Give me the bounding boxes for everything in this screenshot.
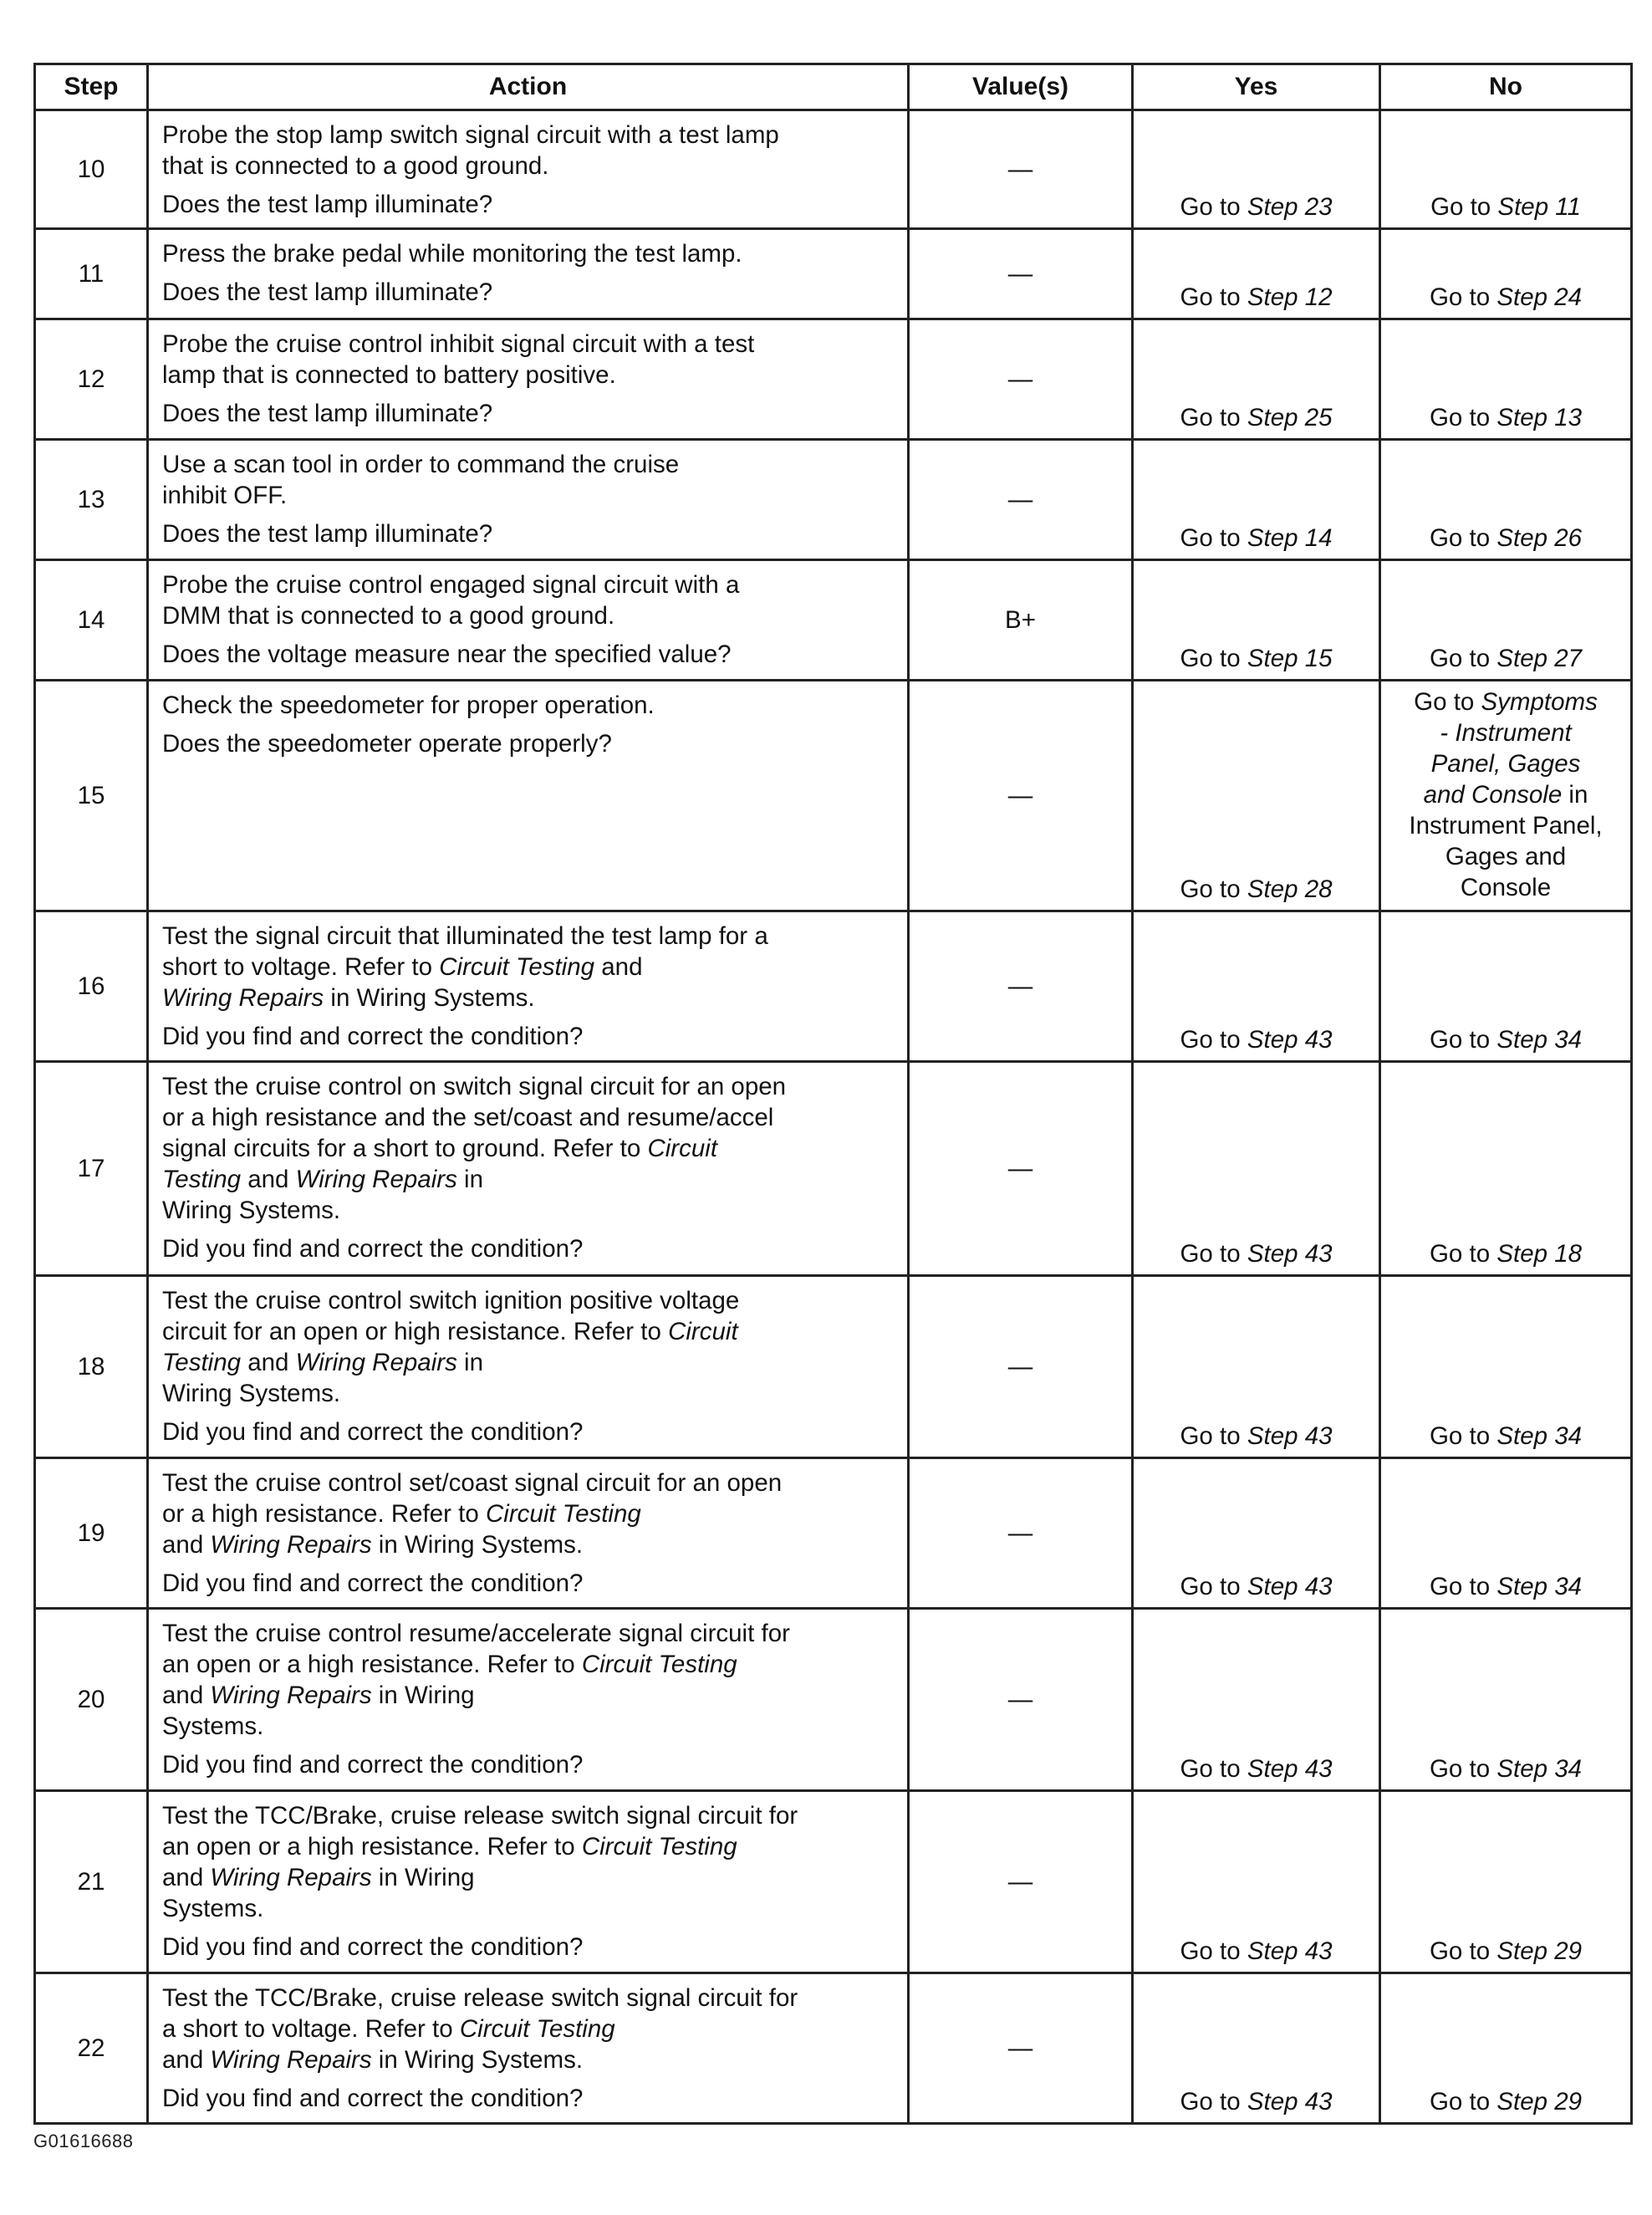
- table-row: [35, 1276, 1632, 1458]
- yes-result-link[interactable]: Go to Step 43: [1133, 1276, 1380, 1458]
- step-action: [148, 1973, 909, 2124]
- no-result-link[interactable]: Go to Step 13: [1380, 319, 1632, 440]
- table-row: [35, 1791, 1632, 1973]
- step-action: [148, 1276, 909, 1458]
- header-action: Action: [148, 64, 909, 110]
- step-number: 12: [35, 319, 148, 440]
- header-step: Step: [35, 64, 148, 110]
- action-line: Test the TCC/Brake, cruise release switch signal circuit for: [162, 1802, 798, 1830]
- step-number: 13: [35, 440, 148, 560]
- action-line: Wiring Repairs in Wiring Systems.: [162, 984, 535, 1012]
- no-result-link[interactable]: Go to Step 18: [1380, 1062, 1632, 1276]
- no-result-link[interactable]: Go to Step 34: [1380, 1458, 1632, 1609]
- action-line: Testing and Wiring Repairs in: [162, 1166, 484, 1193]
- action-question: Did you find and correct the condition?: [162, 1933, 584, 1961]
- step-action: [148, 911, 909, 1062]
- action-line: Use a scan tool in order to command the cruise: [162, 451, 680, 478]
- action-line: Test the cruise control on switch signal circuit for an open: [162, 1073, 787, 1100]
- action-line: and Wiring Repairs in Wiring: [162, 1864, 475, 1891]
- step-value: —: [909, 110, 1133, 229]
- step-value: —: [909, 229, 1133, 319]
- yes-result-link[interactable]: Go to Step 14: [1133, 440, 1380, 560]
- action-line: inhibit OFF.: [162, 482, 288, 509]
- no-result-line: and Console in: [1423, 781, 1588, 809]
- no-result-link[interactable]: Go to Step 34: [1380, 1276, 1632, 1458]
- header-values: Value(s): [909, 64, 1133, 110]
- action-line: an open or a high resistance. Refer to Circuit Testing: [162, 1651, 737, 1678]
- step-value: —: [909, 319, 1133, 440]
- yes-result-link[interactable]: Go to Step 23: [1133, 110, 1380, 229]
- step-action: [148, 229, 909, 319]
- no-result-line: Go to Symptoms: [1414, 688, 1598, 716]
- step-value: —: [909, 1609, 1133, 1791]
- action-line: or a high resistance. Refer to Circuit Testing: [162, 1500, 641, 1528]
- header-yes: Yes: [1133, 64, 1380, 110]
- table-row: [35, 1973, 1632, 2124]
- table-row: [35, 110, 1632, 229]
- no-result-link[interactable]: Go to Step 24: [1380, 229, 1632, 319]
- action-line: Probe the cruise control engaged signal circuit with a: [162, 571, 740, 599]
- action-line: Test the signal circuit that illuminated the test lamp for a: [162, 922, 768, 950]
- action-line: circuit for an open or high resistance. Refer to Circuit: [162, 1318, 738, 1345]
- action-question: Does the test lamp illuminate?: [162, 191, 493, 218]
- action-question: Does the test lamp illuminate?: [162, 400, 493, 427]
- table-row: [35, 560, 1632, 681]
- no-result-line: Instrument Panel,: [1409, 812, 1603, 840]
- table-row: [35, 681, 1632, 911]
- table-row: [35, 319, 1632, 440]
- action-line: Wiring Systems.: [162, 1197, 341, 1224]
- action-line: and Wiring Repairs in Wiring Systems.: [162, 2046, 584, 2074]
- action-line: and Wiring Repairs in Wiring Systems.: [162, 1531, 584, 1559]
- action-question: Did you find and correct the condition?: [162, 1569, 584, 1597]
- yes-result-link[interactable]: Go to Step 28: [1133, 681, 1380, 911]
- step-action: [148, 110, 909, 229]
- action-line: Check the speedometer for proper operation.: [162, 692, 655, 719]
- yes-result-link[interactable]: Go to Step 12: [1133, 229, 1380, 319]
- step-action: [148, 681, 909, 911]
- action-line: Wiring Systems.: [162, 1380, 341, 1407]
- diagnostic-steps-table: [33, 63, 1633, 2125]
- steps-body: [35, 110, 1632, 2124]
- step-number: 18: [35, 1276, 148, 1458]
- figure-code: G01616688: [33, 2131, 134, 2151]
- yes-result-link[interactable]: Go to Step 43: [1133, 1458, 1380, 1609]
- action-line: an open or a high resistance. Refer to Circuit Testing: [162, 1833, 737, 1860]
- step-action: [148, 440, 909, 560]
- yes-result-link[interactable]: Go to Step 43: [1133, 1609, 1380, 1791]
- no-result-link[interactable]: Go to Step 34: [1380, 1609, 1632, 1791]
- action-line: or a high resistance and the set/coast and resume/accel: [162, 1104, 774, 1131]
- step-value: —: [909, 911, 1133, 1062]
- step-number: 10: [35, 110, 148, 229]
- step-value: —: [909, 681, 1133, 911]
- step-number: 20: [35, 1609, 148, 1791]
- action-line: Press the brake pedal while monitoring the test lamp.: [162, 240, 742, 268]
- action-question: Did you find and correct the condition?: [162, 1235, 584, 1263]
- action-line: Probe the cruise control inhibit signal circuit with a test: [162, 330, 755, 358]
- step-value: —: [909, 1973, 1133, 2124]
- step-value: —: [909, 1062, 1133, 1276]
- action-question: Did you find and correct the condition?: [162, 1751, 584, 1779]
- yes-result-link[interactable]: Go to Step 43: [1133, 1791, 1380, 1973]
- no-result-link[interactable]: Go to Step 11: [1380, 110, 1632, 229]
- action-question: Did you find and correct the condition?: [162, 1023, 584, 1050]
- action-line: DMM that is connected to a good ground.: [162, 602, 615, 630]
- action-question: Does the test lamp illuminate?: [162, 520, 493, 548]
- action-line: Systems.: [162, 1895, 264, 1922]
- action-question: Did you find and correct the condition?: [162, 2085, 584, 2112]
- no-result-line: Panel, Gages: [1430, 750, 1581, 778]
- action-line: Systems.: [162, 1712, 264, 1740]
- step-number: 11: [35, 229, 148, 319]
- table-row: [35, 1609, 1632, 1791]
- step-action: [148, 319, 909, 440]
- step-action: [148, 1458, 909, 1609]
- step-value: —: [909, 440, 1133, 560]
- yes-result-link[interactable]: Go to Step 25: [1133, 319, 1380, 440]
- header-row: [35, 64, 1632, 110]
- table-row: [35, 440, 1632, 560]
- no-result-link[interactable]: Go to Step 26: [1380, 440, 1632, 560]
- step-number: 14: [35, 560, 148, 681]
- action-question: Did you find and correct the condition?: [162, 1418, 584, 1446]
- step-action: [148, 1609, 909, 1791]
- action-line: Test the cruise control resume/accelerate signal circuit for: [162, 1620, 790, 1647]
- action-line: Probe the stop lamp switch signal circuit with a test lamp: [162, 121, 779, 149]
- action-line: Test the cruise control switch ignition positive voltage: [162, 1287, 740, 1314]
- header-no: No: [1380, 64, 1632, 110]
- action-line: Test the cruise control set/coast signal circuit for an open: [162, 1469, 783, 1497]
- action-question: Does the speedometer operate properly?: [162, 730, 612, 758]
- action-line: and Wiring Repairs in Wiring: [162, 1682, 475, 1709]
- no-result-line: Console: [1460, 874, 1552, 901]
- step-value: —: [909, 1791, 1133, 1973]
- action-question: Does the test lamp illuminate?: [162, 278, 493, 306]
- no-result-line: - Instrument: [1440, 719, 1572, 747]
- step-number: 19: [35, 1458, 148, 1609]
- step-number: 22: [35, 1973, 148, 2124]
- table-row: [35, 229, 1632, 319]
- yes-result-link[interactable]: Go to Step 43: [1133, 1973, 1380, 2124]
- yes-result-link[interactable]: Go to Step 43: [1133, 911, 1380, 1062]
- step-value: —: [909, 1276, 1133, 1458]
- no-result-link[interactable]: Go to Step 29: [1380, 1791, 1632, 1973]
- step-number: 16: [35, 911, 148, 1062]
- table-row: [35, 911, 1632, 1062]
- action-line: Test the TCC/Brake, cruise release switch signal circuit for: [162, 1984, 798, 2012]
- step-action: [148, 560, 909, 681]
- no-result-link[interactable]: Go to Step 34: [1380, 911, 1632, 1062]
- yes-result-link[interactable]: Go to Step 43: [1133, 1062, 1380, 1276]
- step-number: 17: [35, 1062, 148, 1276]
- action-line: that is connected to a good ground.: [162, 152, 549, 180]
- action-line: short to voltage. Refer to Circuit Testing and: [162, 953, 643, 981]
- step-number: 15: [35, 681, 148, 911]
- no-result-link[interactable]: Go to Step 29: [1380, 1973, 1632, 2124]
- action-line: Testing and Wiring Repairs in: [162, 1349, 484, 1376]
- step-action: [148, 1062, 909, 1276]
- action-line: lamp that is connected to battery positive.: [162, 361, 616, 389]
- no-result-link[interactable]: Go to Step 27: [1380, 560, 1632, 681]
- step-value: —: [909, 1458, 1133, 1609]
- action-line: a short to voltage. Refer to Circuit Testing: [162, 2015, 615, 2043]
- step-action: [148, 1791, 909, 1973]
- table-row: [35, 1458, 1632, 1609]
- step-value: B+: [909, 560, 1133, 681]
- no-result-link[interactable]: [1380, 681, 1632, 911]
- action-line: signal circuits for a short to ground. Refer to Circuit: [162, 1135, 718, 1162]
- table-row: [35, 1062, 1632, 1276]
- action-question: Does the voltage measure near the specified value?: [162, 641, 732, 668]
- yes-result-link[interactable]: Go to Step 15: [1133, 560, 1380, 681]
- step-number: 21: [35, 1791, 148, 1973]
- no-result-line: Gages and: [1445, 843, 1567, 870]
